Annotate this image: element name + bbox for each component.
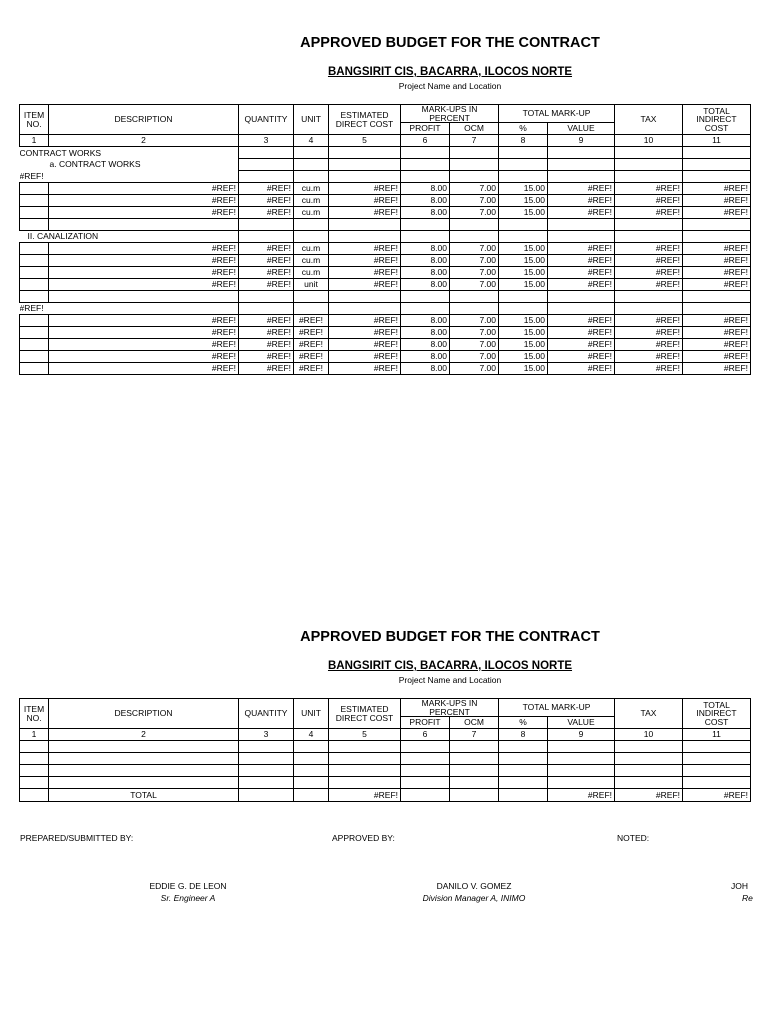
- budget-table: [19, 104, 751, 375]
- prepared-name: EDDIE G. DE LEON: [149, 881, 227, 891]
- cell-value: #REF!: [548, 279, 615, 291]
- cell-qty: #REF!: [239, 279, 294, 291]
- cell-edc: #REF!: [329, 351, 401, 363]
- header-total-markup: TOTAL MARK-UP: [499, 105, 615, 123]
- column-number: 11: [683, 135, 751, 147]
- column-number: 2: [49, 729, 239, 741]
- header-estimated-direct-cost: ESTIMATED DIRECT COST: [329, 699, 401, 729]
- cell-tic: #REF!: [683, 195, 751, 207]
- cell-tax: #REF!: [615, 183, 683, 195]
- project-name: BANGSIRIT CIS, BACARRA, ILOCOS NORTE: [327, 660, 573, 672]
- cell-qty: #REF!: [239, 183, 294, 195]
- column-number: 9: [548, 135, 615, 147]
- cell-ocm: 7.00: [450, 243, 499, 255]
- column-number: 5: [329, 135, 401, 147]
- table-row: [20, 363, 751, 375]
- total-label: TOTAL: [49, 789, 239, 802]
- cell-edc: #REF!: [329, 363, 401, 375]
- column-number: 5: [329, 729, 401, 741]
- cell-edc: #REF!: [329, 183, 401, 195]
- cell-pct: 15.00: [499, 339, 548, 351]
- ref-label-row: [20, 303, 751, 315]
- column-number: 6: [401, 729, 450, 741]
- cell-edc: #REF!: [329, 255, 401, 267]
- cell-tic: #REF!: [683, 183, 751, 195]
- subsection-label: a. CONTRACT WORKS: [49, 159, 141, 170]
- cell-tic: #REF!: [683, 327, 751, 339]
- cell-value: #REF!: [548, 363, 615, 375]
- cell-ocm: 7.00: [450, 315, 499, 327]
- cell-tax: #REF!: [615, 207, 683, 219]
- cell-edc: #REF!: [329, 315, 401, 327]
- cell-tax: #REF!: [615, 363, 683, 375]
- summary-table: [19, 698, 751, 802]
- cell-ocm: 7.00: [450, 363, 499, 375]
- cell-tic: #REF!: [683, 243, 751, 255]
- column-number: 6: [401, 135, 450, 147]
- header-ocm: OCM: [450, 717, 499, 729]
- table-row: [20, 279, 751, 291]
- project-name: BANGSIRIT CIS, BACARRA, ILOCOS NORTE: [327, 66, 573, 78]
- cell-desc: #REF!: [49, 255, 239, 267]
- total-tax: #REF!: [615, 789, 683, 802]
- cell-tax: #REF!: [615, 195, 683, 207]
- cell-desc: #REF!: [49, 351, 239, 363]
- column-number: 10: [615, 729, 683, 741]
- total-edc: #REF!: [329, 789, 401, 802]
- cell-tic: #REF!: [683, 207, 751, 219]
- cell-desc: #REF!: [49, 183, 239, 195]
- cell-qty: #REF!: [239, 315, 294, 327]
- cell-tax: #REF!: [615, 255, 683, 267]
- cell-value: #REF!: [548, 315, 615, 327]
- header-quantity: QUANTITY: [239, 699, 294, 729]
- cell-edc: #REF!: [329, 195, 401, 207]
- cell-tic: #REF!: [683, 279, 751, 291]
- cell-ocm: 7.00: [450, 327, 499, 339]
- cell-value: #REF!: [548, 327, 615, 339]
- ref-label: #REF!: [19, 171, 44, 181]
- total-indirect-cost: #REF!: [683, 789, 751, 802]
- cell-profit: 8.00: [401, 339, 450, 351]
- section-row: [20, 147, 751, 159]
- cell-ocm: 7.00: [450, 207, 499, 219]
- section-label: CONTRACT WORKS: [19, 147, 102, 158]
- cell-pct: 15.00: [499, 243, 548, 255]
- header-pct: %: [499, 717, 548, 729]
- cell-unit: #REF!: [294, 315, 329, 327]
- section-row: [20, 231, 751, 243]
- cell-qty: #REF!: [239, 339, 294, 351]
- column-number: 1: [20, 729, 49, 741]
- table-row: [20, 327, 751, 339]
- column-number: 8: [499, 135, 548, 147]
- cell-tax: #REF!: [615, 339, 683, 351]
- cell-value: #REF!: [548, 351, 615, 363]
- cell-unit: #REF!: [294, 327, 329, 339]
- cell-pct: 15.00: [499, 267, 548, 279]
- column-number: 7: [450, 729, 499, 741]
- cell-ocm: 7.00: [450, 351, 499, 363]
- cell-unit: cu.m: [294, 195, 329, 207]
- cell-unit: cu.m: [294, 267, 329, 279]
- cell-desc: #REF!: [49, 363, 239, 375]
- cell-value: #REF!: [548, 207, 615, 219]
- column-number: 11: [683, 729, 751, 741]
- cell-profit: 8.00: [401, 255, 450, 267]
- header-total-indirect-cost: TOTAL INDIRECT COST: [683, 699, 751, 729]
- cell-edc: #REF!: [329, 279, 401, 291]
- cell-ocm: 7.00: [450, 195, 499, 207]
- cell-unit: cu.m: [294, 183, 329, 195]
- ref-label-row: [20, 171, 751, 183]
- column-number-row: [20, 729, 751, 741]
- cell-tax: #REF!: [615, 327, 683, 339]
- cell-tax: #REF!: [615, 351, 683, 363]
- noted-label: NOTED:: [617, 833, 650, 843]
- header-item-no: ITEM NO.: [20, 105, 49, 135]
- cell-desc: #REF!: [49, 279, 239, 291]
- cell-unit: unit: [294, 279, 329, 291]
- cell-tic: #REF!: [683, 339, 751, 351]
- header-unit: UNIT: [294, 105, 329, 135]
- table-row: [20, 195, 751, 207]
- table-row: [20, 339, 751, 351]
- cell-qty: #REF!: [239, 327, 294, 339]
- header-pct: %: [499, 123, 548, 135]
- cell-edc: #REF!: [329, 327, 401, 339]
- cell-profit: 8.00: [401, 207, 450, 219]
- cell-qty: #REF!: [239, 195, 294, 207]
- cell-unit: cu.m: [294, 243, 329, 255]
- column-number: 4: [294, 135, 329, 147]
- table-row: [20, 255, 751, 267]
- header-unit: UNIT: [294, 699, 329, 729]
- table-row: [20, 267, 751, 279]
- approved-position: Division Manager A, INIMO: [422, 893, 526, 903]
- header-markups: MARK-UPS IN PERCENT: [401, 105, 499, 123]
- cell-profit: 8.00: [401, 195, 450, 207]
- cell-tax: #REF!: [615, 315, 683, 327]
- cell-profit: 8.00: [401, 315, 450, 327]
- cell-unit: cu.m: [294, 207, 329, 219]
- cell-profit: 8.00: [401, 351, 450, 363]
- cell-pct: 15.00: [499, 255, 548, 267]
- cell-qty: #REF!: [239, 351, 294, 363]
- cell-pct: 15.00: [499, 315, 548, 327]
- approved-label: APPROVED BY:: [332, 833, 395, 843]
- cell-pct: 15.00: [499, 351, 548, 363]
- cell-profit: 8.00: [401, 267, 450, 279]
- cell-value: #REF!: [548, 195, 615, 207]
- cell-pct: 15.00: [499, 327, 548, 339]
- cell-desc: #REF!: [49, 267, 239, 279]
- table-row: [20, 351, 751, 363]
- column-number: 7: [450, 135, 499, 147]
- prepared-position: Sr. Engineer A: [160, 893, 216, 903]
- header-item-no: ITEM NO.: [20, 699, 49, 729]
- table-row: [20, 315, 751, 327]
- ref-label: #REF!: [19, 303, 44, 314]
- header-description: DESCRIPTION: [49, 699, 239, 729]
- cell-tic: #REF!: [683, 267, 751, 279]
- total-row: [20, 789, 751, 802]
- header-value: VALUE: [548, 123, 615, 135]
- column-number: 4: [294, 729, 329, 741]
- cell-tic: #REF!: [683, 363, 751, 375]
- cell-qty: #REF!: [239, 363, 294, 375]
- cell-edc: #REF!: [329, 243, 401, 255]
- cell-unit: #REF!: [294, 339, 329, 351]
- column-number: 9: [548, 729, 615, 741]
- cell-desc: #REF!: [49, 327, 239, 339]
- cell-value: #REF!: [548, 243, 615, 255]
- table-row: [20, 207, 751, 219]
- noted-position: Re: [742, 893, 753, 903]
- total-value: #REF!: [548, 789, 615, 802]
- cell-value: #REF!: [548, 267, 615, 279]
- cell-pct: 15.00: [499, 183, 548, 195]
- cell-qty: #REF!: [239, 255, 294, 267]
- cell-tax: #REF!: [615, 267, 683, 279]
- approved-name: DANILO V. GOMEZ: [436, 881, 512, 891]
- column-number: 10: [615, 135, 683, 147]
- cell-desc: #REF!: [49, 243, 239, 255]
- header-tax: TAX: [615, 699, 683, 729]
- cell-desc: #REF!: [49, 315, 239, 327]
- cell-value: #REF!: [548, 183, 615, 195]
- column-number: 3: [239, 135, 294, 147]
- cell-tax: #REF!: [615, 279, 683, 291]
- header-total-indirect-cost: TOTAL INDIRECT COST: [683, 105, 751, 135]
- table-row: [20, 183, 751, 195]
- header-profit: PROFIT: [401, 123, 450, 135]
- cell-edc: #REF!: [329, 207, 401, 219]
- column-number: 3: [239, 729, 294, 741]
- column-number: 2: [49, 135, 239, 147]
- cell-edc: #REF!: [329, 267, 401, 279]
- cell-unit: cu.m: [294, 255, 329, 267]
- cell-value: #REF!: [548, 339, 615, 351]
- cell-tic: #REF!: [683, 351, 751, 363]
- project-caption: Project Name and Location: [398, 81, 502, 91]
- cell-desc: #REF!: [49, 339, 239, 351]
- cell-unit: #REF!: [294, 363, 329, 375]
- cell-profit: 8.00: [401, 243, 450, 255]
- column-number: 1: [20, 135, 49, 147]
- cell-qty: #REF!: [239, 207, 294, 219]
- cell-qty: #REF!: [239, 267, 294, 279]
- cell-ocm: 7.00: [450, 339, 499, 351]
- cell-ocm: 7.00: [450, 183, 499, 195]
- subsection-row: [20, 159, 751, 171]
- page-title: APPROVED BUDGET FOR THE CONTRACT: [300, 629, 600, 645]
- cell-pct: 15.00: [499, 279, 548, 291]
- prepared-label: PREPARED/SUBMITTED BY:: [20, 833, 134, 843]
- header-description: DESCRIPTION: [49, 105, 239, 135]
- project-caption: Project Name and Location: [398, 675, 502, 685]
- cell-edc: #REF!: [329, 339, 401, 351]
- cell-profit: 8.00: [401, 279, 450, 291]
- cell-profit: 8.00: [401, 363, 450, 375]
- cell-tic: #REF!: [683, 315, 751, 327]
- cell-desc: #REF!: [49, 207, 239, 219]
- cell-tax: #REF!: [615, 243, 683, 255]
- cell-profit: 8.00: [401, 183, 450, 195]
- section-label: II. CANALIZATION: [27, 231, 99, 242]
- cell-pct: 15.00: [499, 207, 548, 219]
- cell-tic: #REF!: [683, 255, 751, 267]
- cell-ocm: 7.00: [450, 267, 499, 279]
- cell-ocm: 7.00: [450, 279, 499, 291]
- page-title: APPROVED BUDGET FOR THE CONTRACT: [300, 35, 600, 51]
- cell-value: #REF!: [548, 255, 615, 267]
- column-number-row: [20, 135, 751, 147]
- cell-pct: 15.00: [499, 195, 548, 207]
- cell-profit: 8.00: [401, 327, 450, 339]
- noted-name: JOH: [731, 881, 748, 891]
- header-quantity: QUANTITY: [239, 105, 294, 135]
- cell-ocm: 7.00: [450, 255, 499, 267]
- header-markups: MARK-UPS IN PERCENT: [401, 699, 499, 717]
- column-number: 8: [499, 729, 548, 741]
- header-estimated-direct-cost: ESTIMATED DIRECT COST: [329, 105, 401, 135]
- cell-pct: 15.00: [499, 363, 548, 375]
- header-profit: PROFIT: [401, 717, 450, 729]
- cell-unit: #REF!: [294, 351, 329, 363]
- table-row: [20, 243, 751, 255]
- header-tax: TAX: [615, 105, 683, 135]
- cell-qty: #REF!: [239, 243, 294, 255]
- header-value: VALUE: [548, 717, 615, 729]
- header-ocm: OCM: [450, 123, 499, 135]
- header-total-markup: TOTAL MARK-UP: [499, 699, 615, 717]
- cell-desc: #REF!: [49, 195, 239, 207]
